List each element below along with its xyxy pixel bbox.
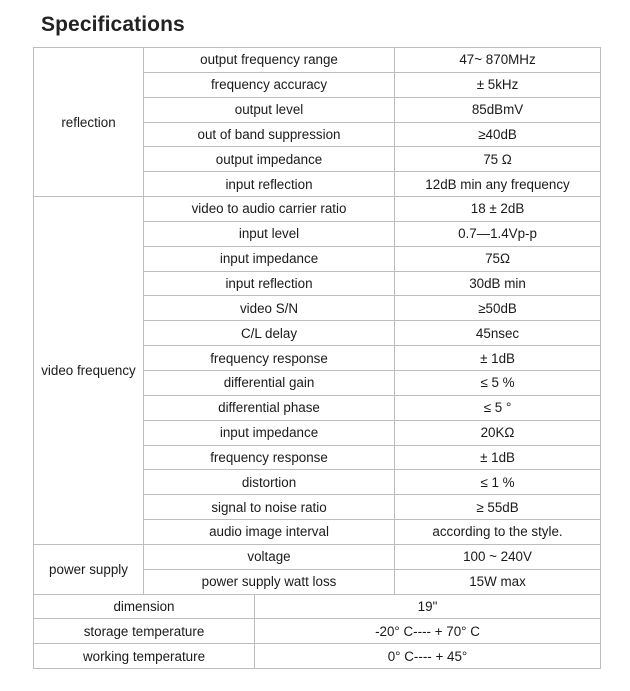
param-value: ≥50dB <box>395 296 601 321</box>
param-value: 85dBmV <box>395 97 601 122</box>
table-row <box>34 48 601 73</box>
param-value: ≤ 5 ° <box>395 395 601 420</box>
group-label-reflection: reflection <box>34 48 144 197</box>
param-value: ≤ 1 % <box>395 470 601 495</box>
table-row <box>34 594 601 619</box>
param-label: frequency accuracy <box>144 72 395 97</box>
param-value: ± 5kHz <box>395 72 601 97</box>
general-value: -20° C---- + 70° C <box>255 619 601 644</box>
param-label: input level <box>144 221 395 246</box>
param-label: frequency response <box>144 346 395 371</box>
param-value: ≤ 5 % <box>395 370 601 395</box>
param-label: voltage <box>144 544 395 569</box>
param-label: video S/N <box>144 296 395 321</box>
specifications-table <box>33 47 601 669</box>
param-label: signal to noise ratio <box>144 495 395 520</box>
param-value: ± 1dB <box>395 346 601 371</box>
param-value: 0.7—1.4Vp-p <box>395 221 601 246</box>
param-label: output frequency range <box>144 48 395 73</box>
param-label: input reflection <box>144 271 395 296</box>
table-row <box>34 197 601 222</box>
param-label: C/L delay <box>144 321 395 346</box>
table-row <box>34 544 601 569</box>
param-value: 15W max <box>395 569 601 594</box>
param-value: ≥40dB <box>395 122 601 147</box>
table-row <box>34 644 601 669</box>
param-label: power supply watt loss <box>144 569 395 594</box>
param-label: frequency response <box>144 445 395 470</box>
param-value: 100 ~ 240V <box>395 544 601 569</box>
param-value: ≥ 55dB <box>395 495 601 520</box>
general-label: storage temperature <box>34 619 255 644</box>
general-value: 19" <box>255 594 601 619</box>
param-value: 75 Ω <box>395 147 601 172</box>
param-label: out of band suppression <box>144 122 395 147</box>
general-label: working temperature <box>34 644 255 669</box>
page-title: Specifications <box>41 13 185 36</box>
param-label: audio image interval <box>144 520 395 545</box>
param-value: according to the style. <box>395 520 601 545</box>
table-row <box>34 619 601 644</box>
param-label: video to audio carrier ratio <box>144 197 395 222</box>
general-label: dimension <box>34 594 255 619</box>
param-label: input impedance <box>144 246 395 271</box>
group-label-power-supply: power supply <box>34 544 144 594</box>
param-value: 47~ 870MHz <box>395 48 601 73</box>
param-value: 18 ± 2dB <box>395 197 601 222</box>
param-value: ± 1dB <box>395 445 601 470</box>
group-label-video-frequency: video frequency <box>34 197 144 545</box>
param-value: 12dB min any frequency <box>395 172 601 197</box>
param-value: 30dB min <box>395 271 601 296</box>
param-label: input impedance <box>144 420 395 445</box>
param-label: output level <box>144 97 395 122</box>
param-label: differential phase <box>144 395 395 420</box>
param-value: 45nsec <box>395 321 601 346</box>
general-value: 0° C---- + 45° <box>255 644 601 669</box>
param-label: output impedance <box>144 147 395 172</box>
param-label: input reflection <box>144 172 395 197</box>
param-value: 20KΩ <box>395 420 601 445</box>
param-label: distortion <box>144 470 395 495</box>
param-label: differential gain <box>144 370 395 395</box>
param-value: 75Ω <box>395 246 601 271</box>
